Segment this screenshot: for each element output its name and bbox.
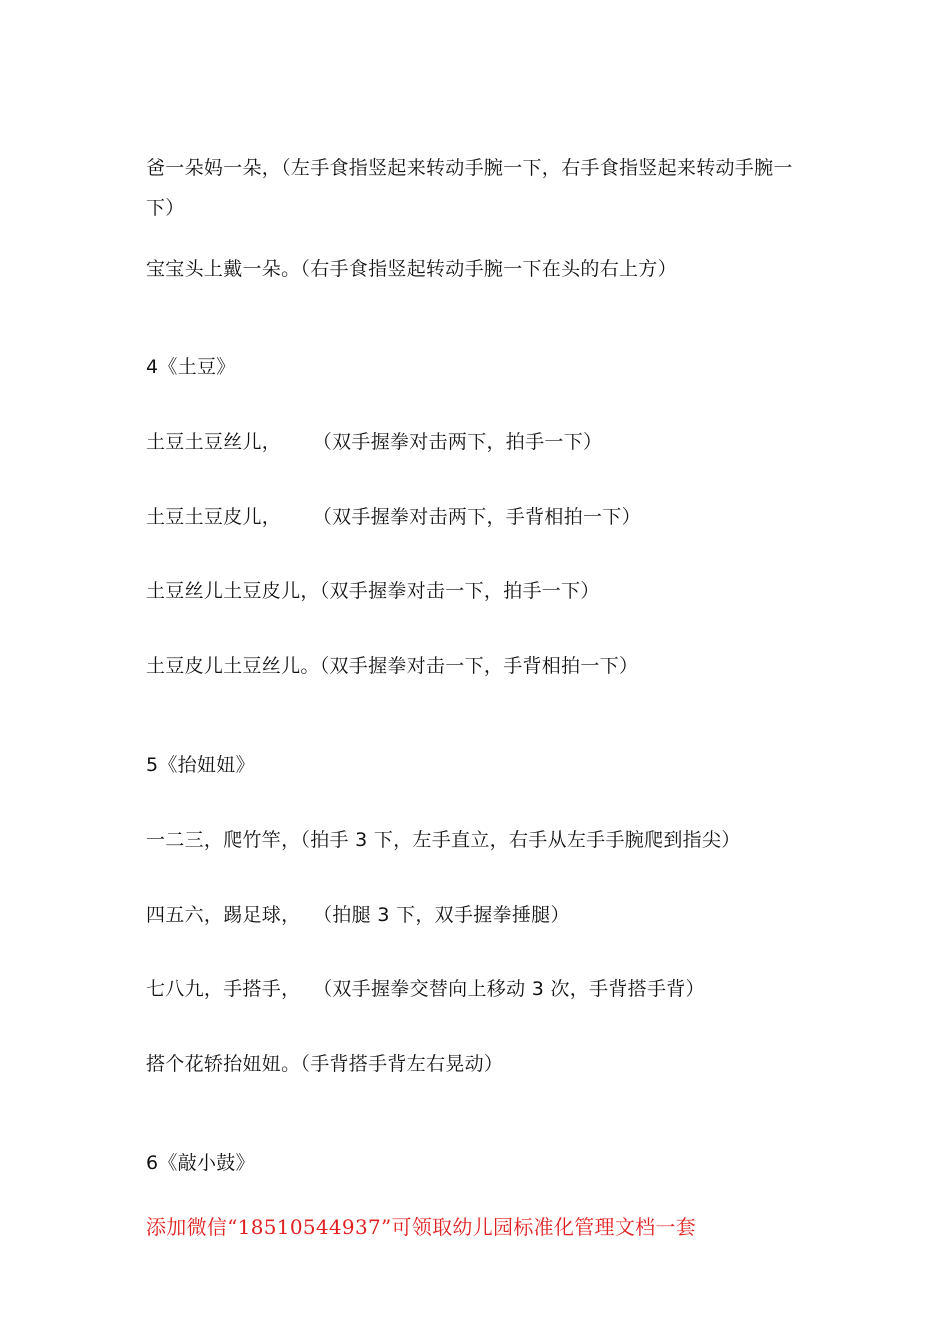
wechat-promo-text: 添加微信“18510544937”可领取幼儿园标准化管理文档一套	[146, 1215, 697, 1239]
rhyme-line-4: 土豆土豆皮儿， （双手握拳对击两下，手背相拍一下）	[146, 506, 641, 528]
rhyme-line-5: 土豆丝儿土豆皮儿，（双手握拳对击一下，拍手一下）	[146, 580, 600, 602]
rhyme-line-6: 土豆皮儿土豆丝儿。（双手握拳对击一下，手背相拍一下）	[146, 655, 639, 677]
rhyme-line-7: 一二三，爬竹竿，（拍手 3 下，左手直立，右手从左手手腕爬到指尖）	[146, 829, 741, 851]
section-heading-6: 6《敲小鼓》	[146, 1152, 255, 1174]
rhyme-line-10: 搭个花轿抬妞妞。（手背搭手背左右晃动）	[146, 1053, 504, 1075]
rhyme-line-1: 爸一朵妈一朵，（左手食指竖起来转动手腕一下，右手食指竖起来转动手腕一下）	[146, 157, 793, 219]
section-heading-4: 4《土豆》	[146, 356, 236, 378]
rhyme-line-3: 土豆土豆丝儿， （双手握拳对击两下，拍手一下）	[146, 431, 603, 453]
rhyme-line-2: 宝宝头上戴一朵。（右手食指竖起转动手腕一下在头的右上方）	[146, 258, 677, 280]
section-heading-5: 5《抬妞妞》	[146, 754, 255, 776]
rhyme-line-9: 七八九，手搭手， （双手握拳交替向上移动 3 次，手背搭手背）	[146, 978, 705, 1000]
rhyme-line-8: 四五六，踢足球， （拍腿 3 下，双手握拳捶腿）	[146, 904, 570, 926]
